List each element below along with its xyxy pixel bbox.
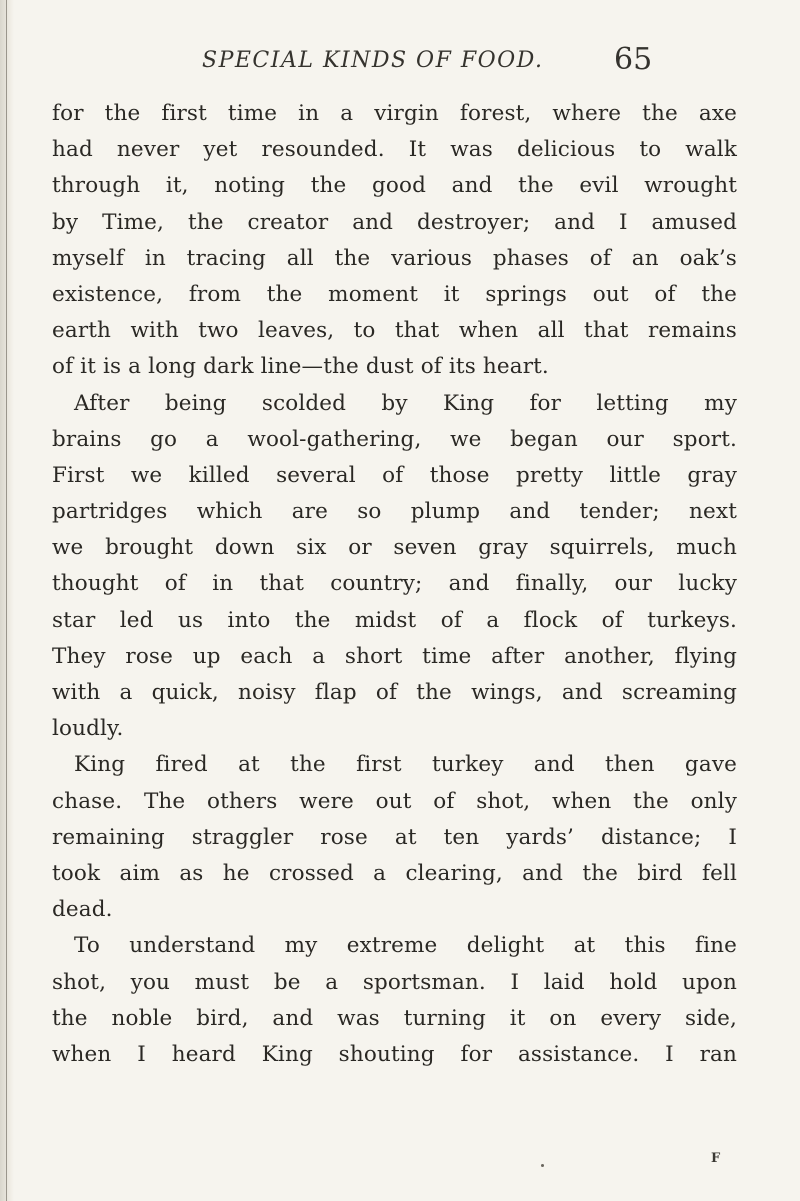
- text-line: myself in tracing all the various phases of an oak’s: [52, 245, 737, 271]
- text-line: After being scolded by King for letting my: [74, 390, 737, 416]
- text-line: chase. The others were out of shot, when the only: [52, 788, 737, 814]
- page-number: 65: [614, 42, 653, 77]
- text-line: the noble bird, and was turning it on every side,: [52, 1005, 737, 1031]
- text-line: took aim as he crossed a clearing, and the bird fell: [52, 860, 737, 886]
- text-line: partridges which are so plump and tender; next: [52, 499, 737, 525]
- text-line: star led us into the midst of a flock of turkeys.: [52, 607, 737, 633]
- text-line: dead.: [52, 897, 113, 923]
- text-line: loudly.: [52, 716, 124, 742]
- text-line: First we killed several of those pretty little gray: [52, 462, 737, 488]
- text-line: when I heard King shouting for assistance. I ran: [52, 1041, 737, 1067]
- text-line: thought of in that country; and finally, our lucky: [52, 571, 737, 597]
- running-head: SPECIAL KINDS OF FOOD.: [202, 48, 544, 73]
- text-line: through it, noting the good and the evil wrought: [52, 173, 737, 199]
- text-line: had never yet resounded. It was delicious to walk: [52, 137, 737, 163]
- text-line: earth with two leaves, to that when all that remains: [52, 318, 737, 344]
- text-line: we brought down six or seven gray squirrels, much: [52, 535, 737, 561]
- text-line: remaining straggler rose at ten yards’ distance; I: [52, 824, 737, 850]
- gutter-shadow: [0, 0, 14, 1201]
- gutter-edge: [6, 0, 7, 1201]
- text-line: To understand my extreme delight at this fine: [74, 933, 737, 959]
- text-line: brains go a wool-gathering, we began our sport.: [52, 426, 737, 452]
- text-line: by Time, the creator and destroyer; and I amused: [52, 209, 737, 235]
- text-line: shot, you must be a sportsman. I laid hold upon: [52, 969, 737, 995]
- print-speck: [541, 1164, 544, 1167]
- signature-mark: F: [711, 1151, 721, 1166]
- text-line: with a quick, noisy flap of the wings, and screaming: [52, 680, 737, 705]
- text-line: existence, from the moment it springs out of the: [52, 281, 737, 307]
- text-line: of it is a long dark line—the dust of its heart.: [52, 354, 549, 380]
- body-text: [52, 96, 737, 1073]
- text-line: King fired at the first turkey and then gave: [74, 752, 737, 778]
- text-line: They rose up each a short time after another, flying: [52, 643, 737, 669]
- text-line: for the first time in a virgin forest, where the axe: [52, 101, 737, 126]
